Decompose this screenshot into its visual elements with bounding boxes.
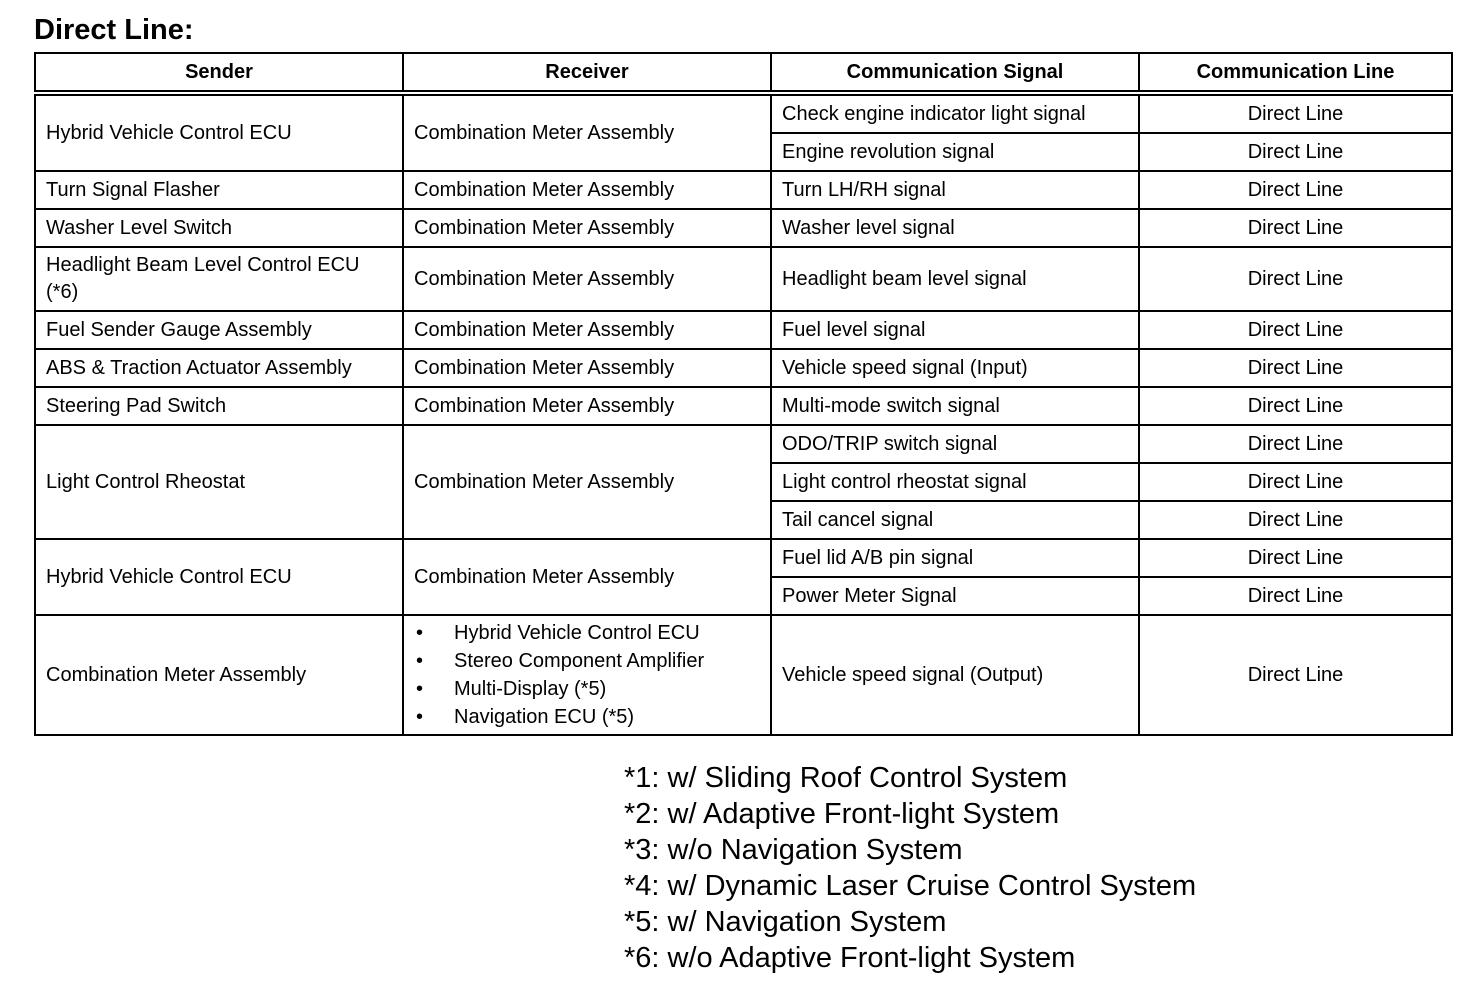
page-title: Direct Line: [34, 14, 194, 46]
sender-cell: Combination Meter Assembly [35, 615, 403, 735]
receiver-cell: Combination Meter Assembly [403, 247, 771, 311]
sender-cell: Turn Signal Flasher [35, 171, 403, 209]
sender-cell: Steering Pad Switch [35, 387, 403, 425]
footnote: *5: w/ Navigation System [624, 906, 947, 938]
signal-cell: Turn LH/RH signal [771, 171, 1139, 209]
table-row [35, 349, 1452, 387]
sender-cell: Hybrid Vehicle Control ECU [35, 93, 403, 171]
receiver-cell: Combination Meter Assembly [403, 171, 771, 209]
table-row [35, 247, 1452, 311]
list-item: • Stereo Component Amplifier [414, 647, 760, 675]
header-receiver: Receiver [403, 53, 771, 93]
table-header-row [35, 53, 1452, 93]
footnote: *1: w/ Sliding Roof Control System [624, 762, 1068, 794]
signal-cell: Check engine indicator light signal [771, 93, 1139, 133]
line-cell: Direct Line [1139, 311, 1452, 349]
table-row [35, 209, 1452, 247]
signal-cell: Fuel lid A/B pin signal [771, 539, 1139, 577]
communication-table [34, 52, 1453, 736]
line-cell: Direct Line [1139, 425, 1452, 463]
footnote: *2: w/ Adaptive Front-light System [624, 798, 1060, 830]
line-cell: Direct Line [1139, 247, 1452, 311]
footnotes [624, 760, 1196, 976]
line-cell: Direct Line [1139, 133, 1452, 171]
signal-cell: Washer level signal [771, 209, 1139, 247]
table-row [35, 539, 1452, 577]
list-item: • Hybrid Vehicle Control ECU [414, 619, 760, 647]
footnote: *3: w/o Navigation System [624, 834, 963, 866]
header-sender: Sender [35, 53, 403, 93]
sender-cell: Washer Level Switch [35, 209, 403, 247]
receiver-cell: Combination Meter Assembly [403, 425, 771, 539]
receiver-cell: Combination Meter Assembly [403, 311, 771, 349]
sender-cell: Hybrid Vehicle Control ECU [35, 539, 403, 615]
signal-cell: Power Meter Signal [771, 577, 1139, 615]
header-communication-signal: Communication Signal [771, 53, 1139, 93]
signal-cell: Vehicle speed signal (Input) [771, 349, 1139, 387]
table-row [35, 311, 1452, 349]
line-cell: Direct Line [1139, 93, 1452, 133]
line-cell: Direct Line [1139, 171, 1452, 209]
signal-cell: Engine revolution signal [771, 133, 1139, 171]
line-cell: Direct Line [1139, 349, 1452, 387]
receiver-list [414, 619, 760, 731]
signal-cell: Fuel level signal [771, 311, 1139, 349]
table-row [35, 387, 1452, 425]
receiver-cell: Combination Meter Assembly [403, 539, 771, 615]
header-communication-line: Communication Line [1139, 53, 1452, 93]
receiver-cell: Combination Meter Assembly [403, 387, 771, 425]
line-cell: Direct Line [1139, 463, 1452, 501]
line-cell: Direct Line [1139, 577, 1452, 615]
table-row [35, 93, 1452, 133]
receiver-cell: Combination Meter Assembly [403, 349, 771, 387]
sender-cell: Light Control Rheostat [35, 425, 403, 539]
sender-cell: ABS & Traction Actuator Assembly [35, 349, 403, 387]
sender-cell: Fuel Sender Gauge Assembly [35, 311, 403, 349]
signal-cell: Light control rheostat signal [771, 463, 1139, 501]
line-cell: Direct Line [1139, 539, 1452, 577]
line-cell: Direct Line [1139, 387, 1452, 425]
footnote: *4: w/ Dynamic Laser Cruise Control System [624, 870, 1197, 902]
line-cell: Direct Line [1139, 615, 1452, 735]
list-item: • Multi-Display (*5) [414, 675, 760, 703]
signal-cell: Headlight beam level signal [771, 247, 1139, 311]
line-cell: Direct Line [1139, 209, 1452, 247]
signal-cell: Tail cancel signal [771, 501, 1139, 539]
signal-cell: Vehicle speed signal (Output) [771, 615, 1139, 735]
receiver-cell [403, 615, 771, 735]
receiver-cell: Combination Meter Assembly [403, 209, 771, 247]
table-row [35, 425, 1452, 463]
receiver-cell: Combination Meter Assembly [403, 93, 771, 171]
table-row [35, 171, 1452, 209]
table-row [35, 615, 1452, 735]
sender-cell: Headlight Beam Level Control ECU (*6) [35, 247, 403, 311]
signal-cell: Multi-mode switch signal [771, 387, 1139, 425]
line-cell: Direct Line [1139, 501, 1452, 539]
signal-cell: ODO/TRIP switch signal [771, 425, 1139, 463]
footnote: *6: w/o Adaptive Front-light System [624, 942, 1076, 974]
list-item: • Navigation ECU (*5) [414, 703, 760, 731]
